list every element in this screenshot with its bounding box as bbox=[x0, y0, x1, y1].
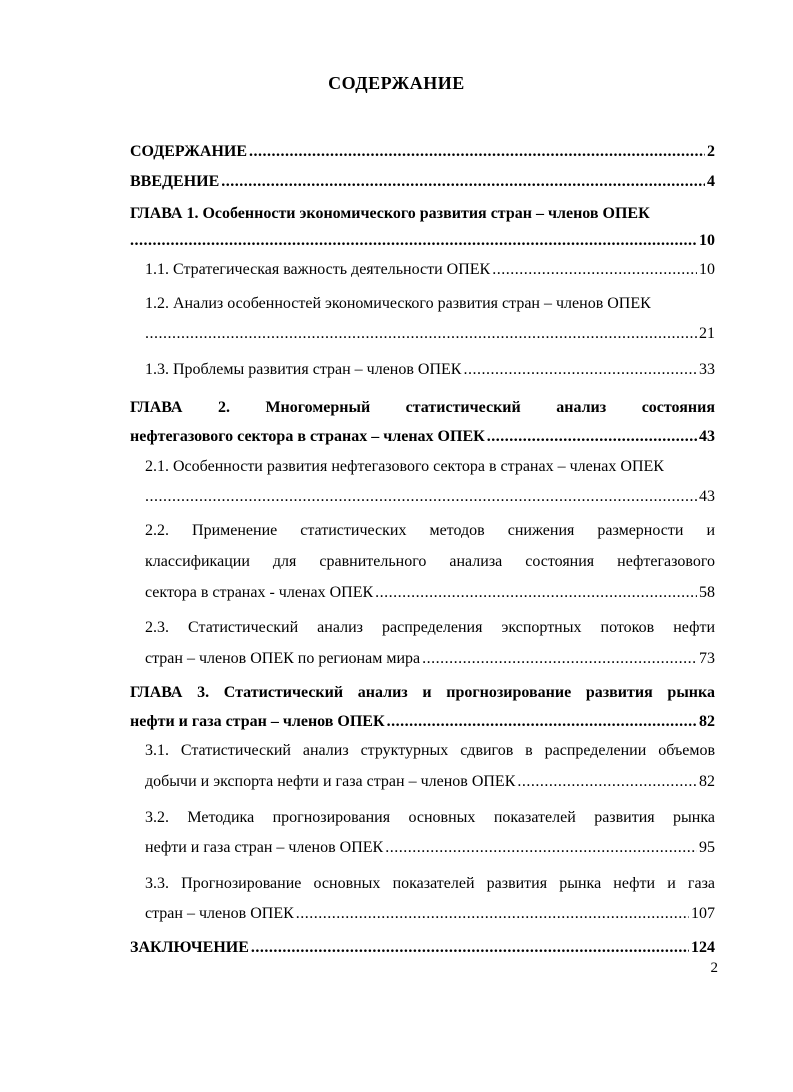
toc-entry-label: 3.2. Методика прогнозирования основных показателей развития рынка bbox=[145, 809, 715, 826]
dot-leader bbox=[145, 486, 697, 508]
dot-leader bbox=[385, 837, 697, 859]
toc-entry-page: 21 bbox=[699, 325, 715, 342]
toc-entry-page: 73 bbox=[699, 650, 715, 667]
toc-entry-page: 43 bbox=[699, 488, 715, 505]
toc-entry-section-1-1[interactable] bbox=[145, 259, 715, 281]
toc-entry-page: 82 bbox=[699, 773, 715, 790]
toc-entry-label: нефтегазового сектора в странах – членах ОПЕК bbox=[130, 428, 485, 445]
toc-entry-label: нефти и газа стран – членов ОПЕК bbox=[130, 713, 385, 730]
dot-leader bbox=[296, 903, 689, 925]
dot-leader bbox=[387, 711, 697, 733]
toc-entry-chapter-3[interactable] bbox=[130, 682, 715, 704]
toc-entry-label: ЗАКЛЮЧЕНИЕ bbox=[130, 939, 249, 956]
toc-entry-chapter-1-leader[interactable] bbox=[130, 230, 715, 252]
toc-entry-label: 2.1. Особенности развития нефтегазового сектора в странах – членах ОПЕК bbox=[145, 458, 664, 475]
toc-entry-label: ВВЕДЕНИЕ bbox=[130, 173, 220, 190]
toc-entry-chapter-2[interactable] bbox=[130, 397, 715, 419]
toc-entry-page: 10 bbox=[699, 261, 715, 278]
toc-entry-label: 1.3. Проблемы развития стран – членов ОПЕК bbox=[145, 361, 462, 378]
toc-entry-contents[interactable] bbox=[130, 141, 715, 163]
dot-leader bbox=[375, 582, 697, 604]
toc-entry-page: 43 bbox=[699, 428, 715, 445]
toc-entry-page: 4 bbox=[707, 173, 715, 190]
dot-leader bbox=[251, 937, 689, 959]
dot-leader bbox=[221, 171, 705, 193]
toc-entry-label: 2.2. Применение статистических методов снижения размерности и bbox=[145, 522, 715, 539]
toc-entry-section-3-2-end[interactable] bbox=[145, 837, 715, 859]
toc-entry-section-2-2[interactable] bbox=[145, 520, 715, 542]
dot-leader bbox=[249, 141, 705, 163]
toc-entry-chapter-2-cont[interactable] bbox=[130, 426, 715, 448]
toc-entry-label: стран – членов ОПЕК по регионам мира bbox=[145, 650, 421, 667]
toc-entry-label: СОДЕРЖАНИЕ bbox=[130, 143, 248, 160]
toc-entry-label: добычи и экспорта нефти и газа стран – членов ОПЕК bbox=[145, 773, 516, 790]
dot-leader bbox=[130, 230, 697, 252]
toc-entry-conclusion[interactable] bbox=[130, 937, 715, 959]
dot-leader bbox=[463, 359, 697, 381]
toc-entry-label: 3.3. Прогнозирование основных показателей развития рынка нефти и газа bbox=[145, 875, 715, 892]
toc-entry-page: 10 bbox=[699, 232, 715, 249]
toc-entry-page: 58 bbox=[699, 584, 715, 601]
dot-leader bbox=[145, 323, 697, 345]
toc-entry-chapter-1[interactable] bbox=[130, 203, 715, 225]
toc-entry-page: 95 bbox=[699, 839, 715, 856]
toc-entry-label: 1.2. Анализ особенностей экономического развития стран – членов ОПЕК bbox=[145, 295, 651, 312]
dot-leader bbox=[487, 426, 697, 448]
toc-entry-page: 124 bbox=[691, 939, 715, 956]
toc-entry-section-2-3[interactable] bbox=[145, 617, 715, 639]
toc-entry-label: 3.1. Статистический анализ структурных сдвигов в распределении объемов bbox=[145, 742, 715, 759]
toc-entry-section-3-1[interactable] bbox=[145, 740, 715, 762]
dot-leader bbox=[492, 259, 697, 281]
toc-entry-page: 107 bbox=[691, 905, 715, 922]
toc-entry-section-2-3-end[interactable] bbox=[145, 648, 715, 670]
toc-entry-chapter-3-cont[interactable] bbox=[130, 711, 715, 733]
toc-entry-introduction[interactable] bbox=[130, 171, 715, 193]
toc-entry-section-2-1-leader[interactable] bbox=[145, 486, 715, 508]
toc-entry-label: ГЛАВА 3. Статистический анализ и прогнозирование развития рынка bbox=[130, 684, 715, 701]
toc-entry-page: 82 bbox=[699, 713, 715, 730]
toc-entry-section-2-2-end[interactable] bbox=[145, 582, 715, 604]
toc-entry-label: 2.3. Статистический анализ распределения экспортных потоков нефти bbox=[145, 619, 715, 636]
toc-entry-label: нефти и газа стран – членов ОПЕК bbox=[145, 839, 384, 856]
toc-entry-section-1-2-leader[interactable] bbox=[145, 323, 715, 345]
toc-entry-page: 2 bbox=[707, 143, 715, 160]
toc-entry-section-2-2-cont[interactable] bbox=[145, 551, 715, 573]
toc-entry-label: классификации для сравнительного анализа состояния нефтегазового bbox=[145, 553, 715, 570]
toc-entry-section-3-3-end[interactable] bbox=[145, 903, 715, 925]
toc-entry-section-1-3[interactable] bbox=[145, 359, 715, 381]
toc-entry-label: ГЛАВА 2. Многомерный статистический анализ состояния bbox=[130, 399, 715, 416]
dot-leader bbox=[517, 771, 697, 793]
toc-entry-section-3-2[interactable] bbox=[145, 807, 715, 829]
toc-entry-label: стран – членов ОПЕК bbox=[145, 905, 294, 922]
toc-entry-page: 33 bbox=[699, 361, 715, 378]
toc-entry-section-3-1-end[interactable] bbox=[145, 771, 715, 793]
toc-entry-label: ГЛАВА 1. Особенности экономического развития стран – членов ОПЕК bbox=[130, 205, 650, 222]
page-title: СОДЕРЖАНИЕ bbox=[328, 73, 465, 93]
page-number: 2 bbox=[710, 960, 718, 976]
toc-entry-label: сектора в странах - членах ОПЕК bbox=[145, 584, 374, 601]
toc-entry-section-3-3[interactable] bbox=[145, 873, 715, 895]
dot-leader bbox=[422, 648, 697, 670]
toc-entry-label: 1.1. Стратегическая важность деятельности ОПЕК bbox=[145, 261, 491, 278]
toc-entry-section-1-2[interactable] bbox=[145, 293, 715, 315]
toc-entry-section-2-1[interactable] bbox=[145, 456, 715, 478]
